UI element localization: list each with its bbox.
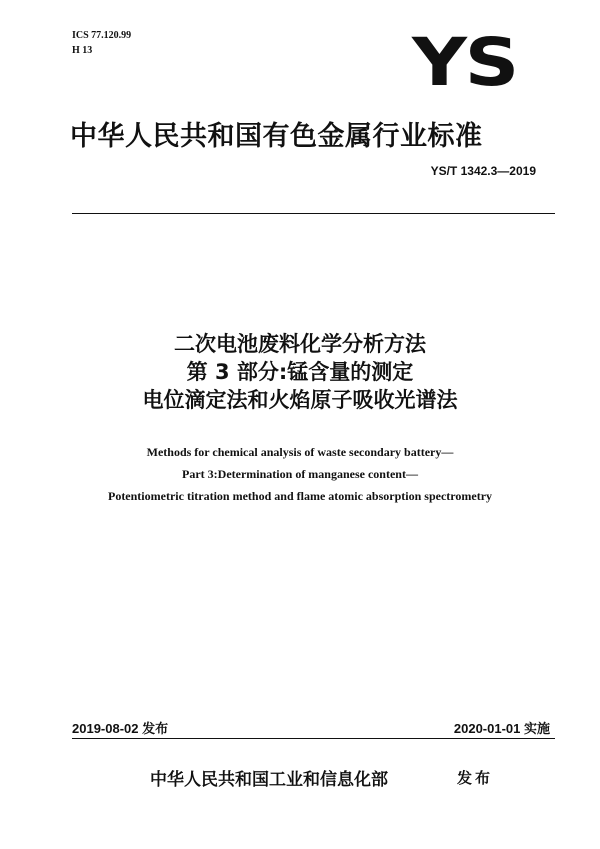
top-divider [72, 213, 555, 214]
publisher-name: 中华人民共和国工业和信息化部 [150, 770, 388, 790]
standard-number: YS/T 1342.3—2019 [430, 164, 536, 178]
publish-label: 发布 [457, 769, 494, 787]
issue-date: 2019-08-02 发布 [72, 721, 169, 736]
english-title [0, 441, 600, 507]
english-title-line-3: Potentiometric titration method and flame atomic absorption spectrometry [107, 489, 493, 503]
ccs-code: H 13 [72, 45, 93, 56]
chinese-title-line-2: 第 3 部分:锰含量的测定 [186, 360, 414, 384]
chinese-title [0, 330, 600, 414]
ics-code: ICS 77.120.99 [72, 30, 132, 41]
ys-logo: YS [412, 24, 518, 101]
chinese-title-line-1: 二次电池废料化学分析方法 [174, 332, 426, 356]
implementation-date: 2020-01-01 实施 [453, 721, 550, 736]
english-title-line-1: Methods for chemical analysis of waste secondary battery— [146, 445, 454, 459]
chinese-title-line-3: 电位滴定法和火焰原子吸收光谱法 [142, 388, 458, 412]
english-title-line-2: Part 3:Determination of manganese content— [182, 467, 418, 481]
bottom-divider [72, 738, 555, 739]
standard-category-title: 中华人民共和国有色金属行业标准 [70, 121, 483, 152]
